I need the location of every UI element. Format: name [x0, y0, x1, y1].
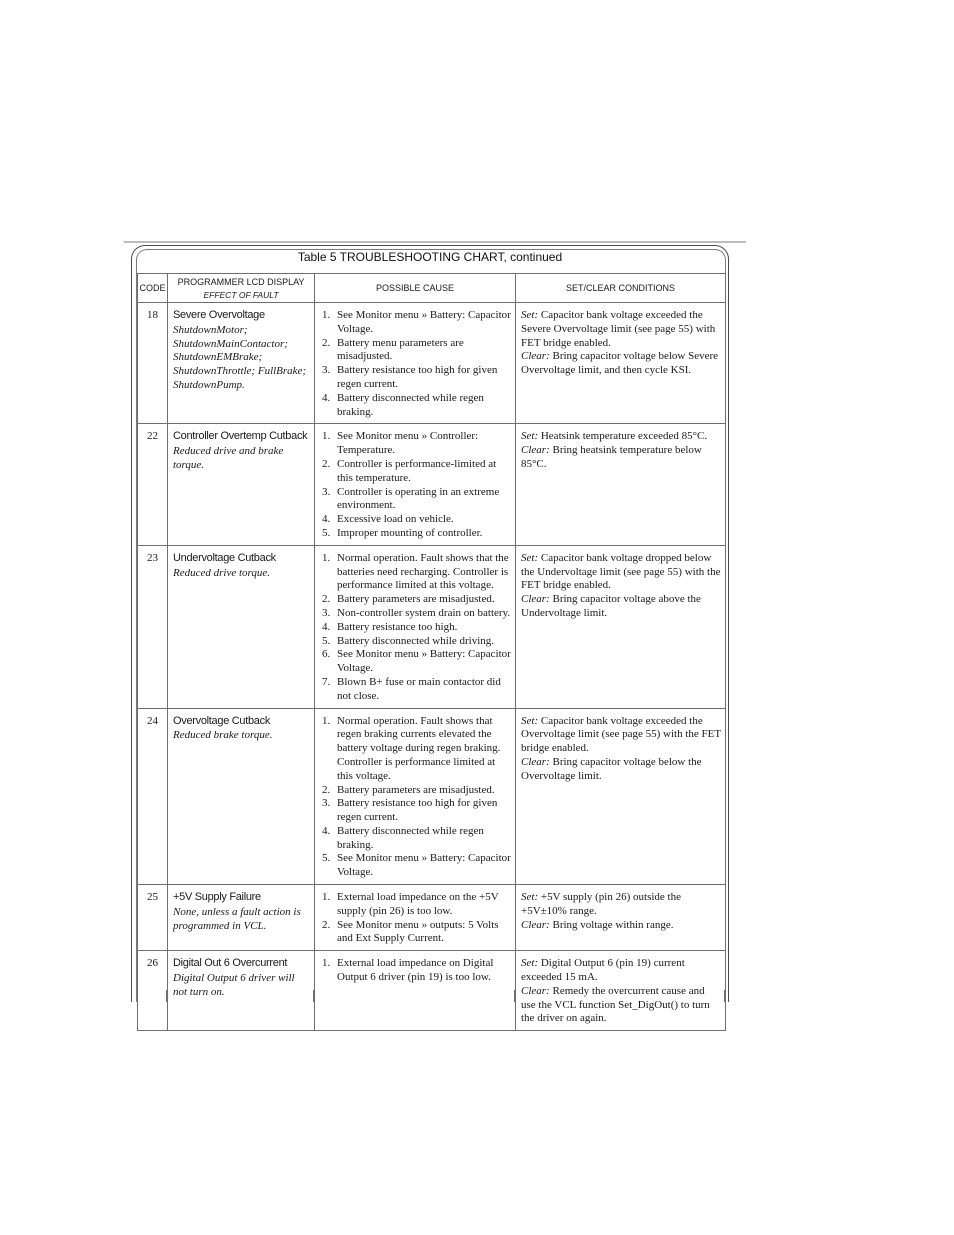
cause-text: Battery resistance too high.	[337, 620, 458, 633]
fault-effect: Reduced drive and brake torque.	[173, 445, 284, 471]
set-text: Heatsink temperature exceeded 85°C.	[540, 430, 708, 443]
cause-item	[320, 513, 511, 527]
cause-item	[320, 919, 511, 947]
cause-number: 2.	[322, 918, 331, 931]
set-label: Set:	[521, 957, 539, 970]
conditions-cell	[516, 545, 726, 708]
header-effect-label: EFFECT OF FAULT	[203, 289, 279, 300]
fault-code: 26	[138, 951, 168, 1031]
cause-number: 1.	[322, 430, 331, 443]
cause-item	[320, 852, 511, 880]
clear-label: Clear:	[521, 755, 550, 768]
fault-code: 23	[138, 545, 168, 708]
cause-item	[320, 676, 511, 704]
cause-item	[320, 621, 511, 635]
cause-list	[320, 715, 511, 881]
cause-text: Battery disconnected while driving.	[337, 634, 495, 647]
cause-item	[320, 607, 511, 621]
cause-item	[320, 364, 511, 392]
fault-code: 24	[138, 708, 168, 885]
cause-number: 2.	[322, 336, 331, 349]
cause-item	[320, 648, 511, 676]
display-cell	[168, 303, 315, 424]
clear-condition	[521, 919, 721, 933]
set-condition	[521, 957, 721, 985]
display-cell	[168, 424, 315, 545]
cause-item	[320, 957, 511, 985]
cause-text: Excessive load on vehicle.	[337, 513, 454, 526]
cause-item	[320, 635, 511, 649]
cause-number: 3.	[322, 797, 331, 810]
display-cell	[168, 545, 315, 708]
cause-text: Battery disconnected while regen braking.	[337, 824, 484, 851]
cause-list	[320, 309, 511, 419]
table-continuation-line	[514, 990, 515, 1002]
set-text: Capacitor bank voltage exceeded the Overvoltage limit (see page 55) with the FET bridge enabled.	[521, 714, 721, 755]
fault-effect: Reduced brake torque.	[173, 729, 273, 742]
set-condition	[521, 552, 721, 593]
table-continuation-line	[313, 990, 314, 1002]
clear-text: Bring capacitor voltage below the Overvoltage limit.	[521, 755, 702, 782]
cause-item	[320, 392, 511, 420]
set-label: Set:	[521, 551, 539, 564]
cause-number: 1.	[322, 957, 331, 970]
table-row	[138, 303, 726, 424]
cause-text: Controller is performance-limited at this temperature.	[337, 457, 497, 484]
cause-number: 1.	[322, 551, 331, 564]
clear-condition	[521, 593, 721, 621]
cause-number: 2.	[322, 457, 331, 470]
cause-item	[320, 715, 511, 784]
header-row	[138, 274, 726, 303]
cause-text: Battery menu parameters are misadjusted.	[337, 336, 464, 363]
fault-name: Overvoltage Cutback	[173, 714, 271, 727]
cause-text: Battery resistance too high for given regen current.	[337, 364, 498, 390]
fault-effect: Reduced drive torque.	[173, 566, 271, 579]
cause-item	[320, 891, 511, 919]
cause-text: Normal operation. Fault shows that the batteries need recharging. Controller is performance limited at this voltage.	[337, 551, 509, 592]
header-conditions: SET/CLEAR CONDITIONS	[516, 274, 726, 303]
set-label: Set:	[521, 309, 539, 321]
header-display-label: PROGRAMMER LCD DISPLAY	[177, 276, 305, 287]
set-condition	[521, 715, 721, 756]
cause-cell	[315, 303, 516, 424]
cause-item	[320, 458, 511, 486]
cause-list	[320, 430, 511, 540]
cause-number: 6.	[322, 648, 331, 661]
cause-number: 4.	[322, 620, 331, 633]
cause-number: 3.	[322, 364, 331, 377]
header-cause: POSSIBLE CAUSE	[315, 274, 516, 303]
cause-item	[320, 527, 511, 541]
header-code: CODE	[138, 274, 168, 303]
fault-name: +5V Supply Failure	[173, 891, 261, 904]
cause-number: 4.	[322, 824, 331, 837]
clear-condition	[521, 350, 721, 378]
fault-code: 18	[138, 303, 168, 424]
cause-number: 3.	[322, 485, 331, 498]
cause-text: See Monitor menu » Battery: Capacitor Voltage.	[337, 648, 511, 675]
cause-text: Battery resistance too high for given regen current.	[337, 797, 498, 824]
troubleshooting-table	[137, 273, 726, 1031]
cause-text: Normal operation. Fault shows that regen braking currents elevated the battery voltage during regen braking. Controller is performance limited at this voltage.	[337, 714, 501, 782]
table-row	[138, 424, 726, 545]
cause-text: See Monitor menu » Controller: Temperature.	[337, 430, 479, 457]
display-cell	[168, 885, 315, 951]
cause-item	[320, 486, 511, 514]
set-label: Set:	[521, 891, 539, 904]
clear-text: Bring heatsink temperature below 85°C.	[521, 444, 702, 470]
table-continuation-line	[166, 990, 167, 1002]
cause-cell	[315, 708, 516, 885]
set-text: Capacitor bank voltage dropped below the Undervoltage limit (see page 55) with the FET bridge enabled.	[521, 551, 721, 592]
cause-text: See Monitor menu » Battery: Capacitor Voltage.	[337, 309, 511, 335]
cause-item	[320, 337, 511, 365]
cause-text: See Monitor menu » Battery: Capacitor Voltage.	[337, 852, 511, 879]
clear-condition	[521, 444, 721, 472]
cause-number: 7.	[322, 675, 331, 688]
fault-name: Controller Overtemp Cutback	[173, 430, 308, 443]
conditions-cell	[516, 951, 726, 1031]
cause-number: 1.	[322, 714, 331, 727]
cause-list	[320, 552, 511, 704]
cause-list	[320, 891, 511, 946]
set-label: Set:	[521, 430, 539, 443]
cause-number: 5.	[322, 634, 331, 647]
clear-label: Clear:	[521, 593, 550, 606]
cause-text: External load impedance on the +5V supply (pin 26) is too low.	[337, 891, 499, 917]
table-continuation-line	[724, 990, 725, 1002]
cause-text: See Monitor menu » outputs: 5 Volts and Ext Supply Current.	[337, 918, 499, 945]
header-display	[168, 274, 315, 303]
cause-cell	[315, 885, 516, 951]
clear-label: Clear:	[521, 918, 550, 931]
cause-number: 3.	[322, 606, 331, 619]
cause-item	[320, 552, 511, 593]
cause-item	[320, 593, 511, 607]
cause-item	[320, 784, 511, 798]
table-title: Table 5 TROUBLESHOOTING CHART, continued	[297, 250, 563, 264]
cause-item	[320, 309, 511, 337]
clear-text: Bring capacitor voltage above the Undervoltage limit.	[521, 593, 701, 619]
conditions-cell	[516, 424, 726, 545]
set-label: Set:	[521, 714, 539, 727]
cause-cell	[315, 951, 516, 1031]
cause-number: 2.	[322, 593, 331, 606]
conditions-cell	[516, 303, 726, 424]
clear-text: Bring capacitor voltage below Severe Overvoltage limit, and then cycle KSI.	[521, 350, 719, 377]
table-row	[138, 545, 726, 708]
fault-effect: Digital Output 6 driver will not turn on.	[173, 972, 295, 998]
clear-label: Clear:	[521, 444, 550, 457]
cause-text: Non-controller system drain on battery.	[337, 606, 511, 619]
clear-text: Remedy the overcurrent cause and use the VCL function Set_DigOut() to turn the driver on again.	[521, 984, 710, 1025]
set-condition	[521, 309, 721, 350]
set-text: Digital Output 6 (pin 19) current exceeded 15 mA.	[521, 957, 685, 984]
clear-text: Bring voltage within range.	[552, 918, 674, 931]
cause-text: Blown B+ fuse or main contactor did not close.	[337, 675, 501, 702]
cause-number: 4.	[322, 391, 331, 404]
cause-text: Battery disconnected while regen braking.	[337, 391, 484, 418]
cause-item	[320, 825, 511, 853]
clear-label: Clear:	[521, 350, 550, 363]
set-condition	[521, 430, 721, 444]
cause-number: 4.	[322, 513, 331, 526]
conditions-cell	[516, 708, 726, 885]
clear-condition	[521, 985, 721, 1026]
fault-effect: ShutdownMotor; ShutdownMainContactor; ShutdownEMBrake; ShutdownThrottle; FullBrake; ShutdownPump.	[173, 323, 307, 391]
set-text: +5V supply (pin 26) outside the +5V±10% range.	[521, 891, 681, 917]
cause-cell	[315, 424, 516, 545]
conditions-cell	[516, 885, 726, 951]
cause-number: 1.	[322, 891, 331, 904]
cause-item	[320, 797, 511, 825]
cause-list	[320, 957, 511, 985]
fault-effect: None, unless a fault action is programmed in VCL.	[173, 905, 301, 932]
cause-number: 1.	[322, 309, 331, 321]
fault-code: 25	[138, 885, 168, 951]
cause-number: 5.	[322, 852, 331, 865]
table-row	[138, 885, 726, 951]
table-continuation-line	[137, 990, 138, 1002]
cause-cell	[315, 545, 516, 708]
cause-text: Battery parameters are misadjusted.	[337, 783, 495, 796]
fault-code: 22	[138, 424, 168, 545]
top-rule	[124, 241, 746, 243]
fault-name: Undervoltage Cutback	[173, 551, 276, 564]
fault-name: Digital Out 6 Overcurrent	[173, 957, 288, 970]
table-row	[138, 708, 726, 885]
fault-name: Severe Overvoltage	[173, 309, 265, 321]
table-row	[138, 951, 726, 1031]
clear-label: Clear:	[521, 984, 550, 997]
clear-condition	[521, 756, 721, 784]
set-text: Capacitor bank voltage exceeded the Severe Overvoltage limit (see page 55) with FET bridge enabled.	[521, 309, 716, 349]
set-condition	[521, 891, 721, 919]
display-cell	[168, 951, 315, 1031]
cause-text: Controller is operating in an extreme environment.	[337, 485, 500, 512]
cause-number: 5.	[322, 526, 331, 539]
cause-item	[320, 430, 511, 458]
display-cell	[168, 708, 315, 885]
cause-text: External load impedance on Digital Output 6 driver (pin 19) is too low.	[337, 957, 494, 984]
cause-number: 2.	[322, 783, 331, 796]
cause-text: Improper mounting of controller.	[337, 526, 483, 539]
cause-text: Battery parameters are misadjusted.	[337, 593, 495, 606]
